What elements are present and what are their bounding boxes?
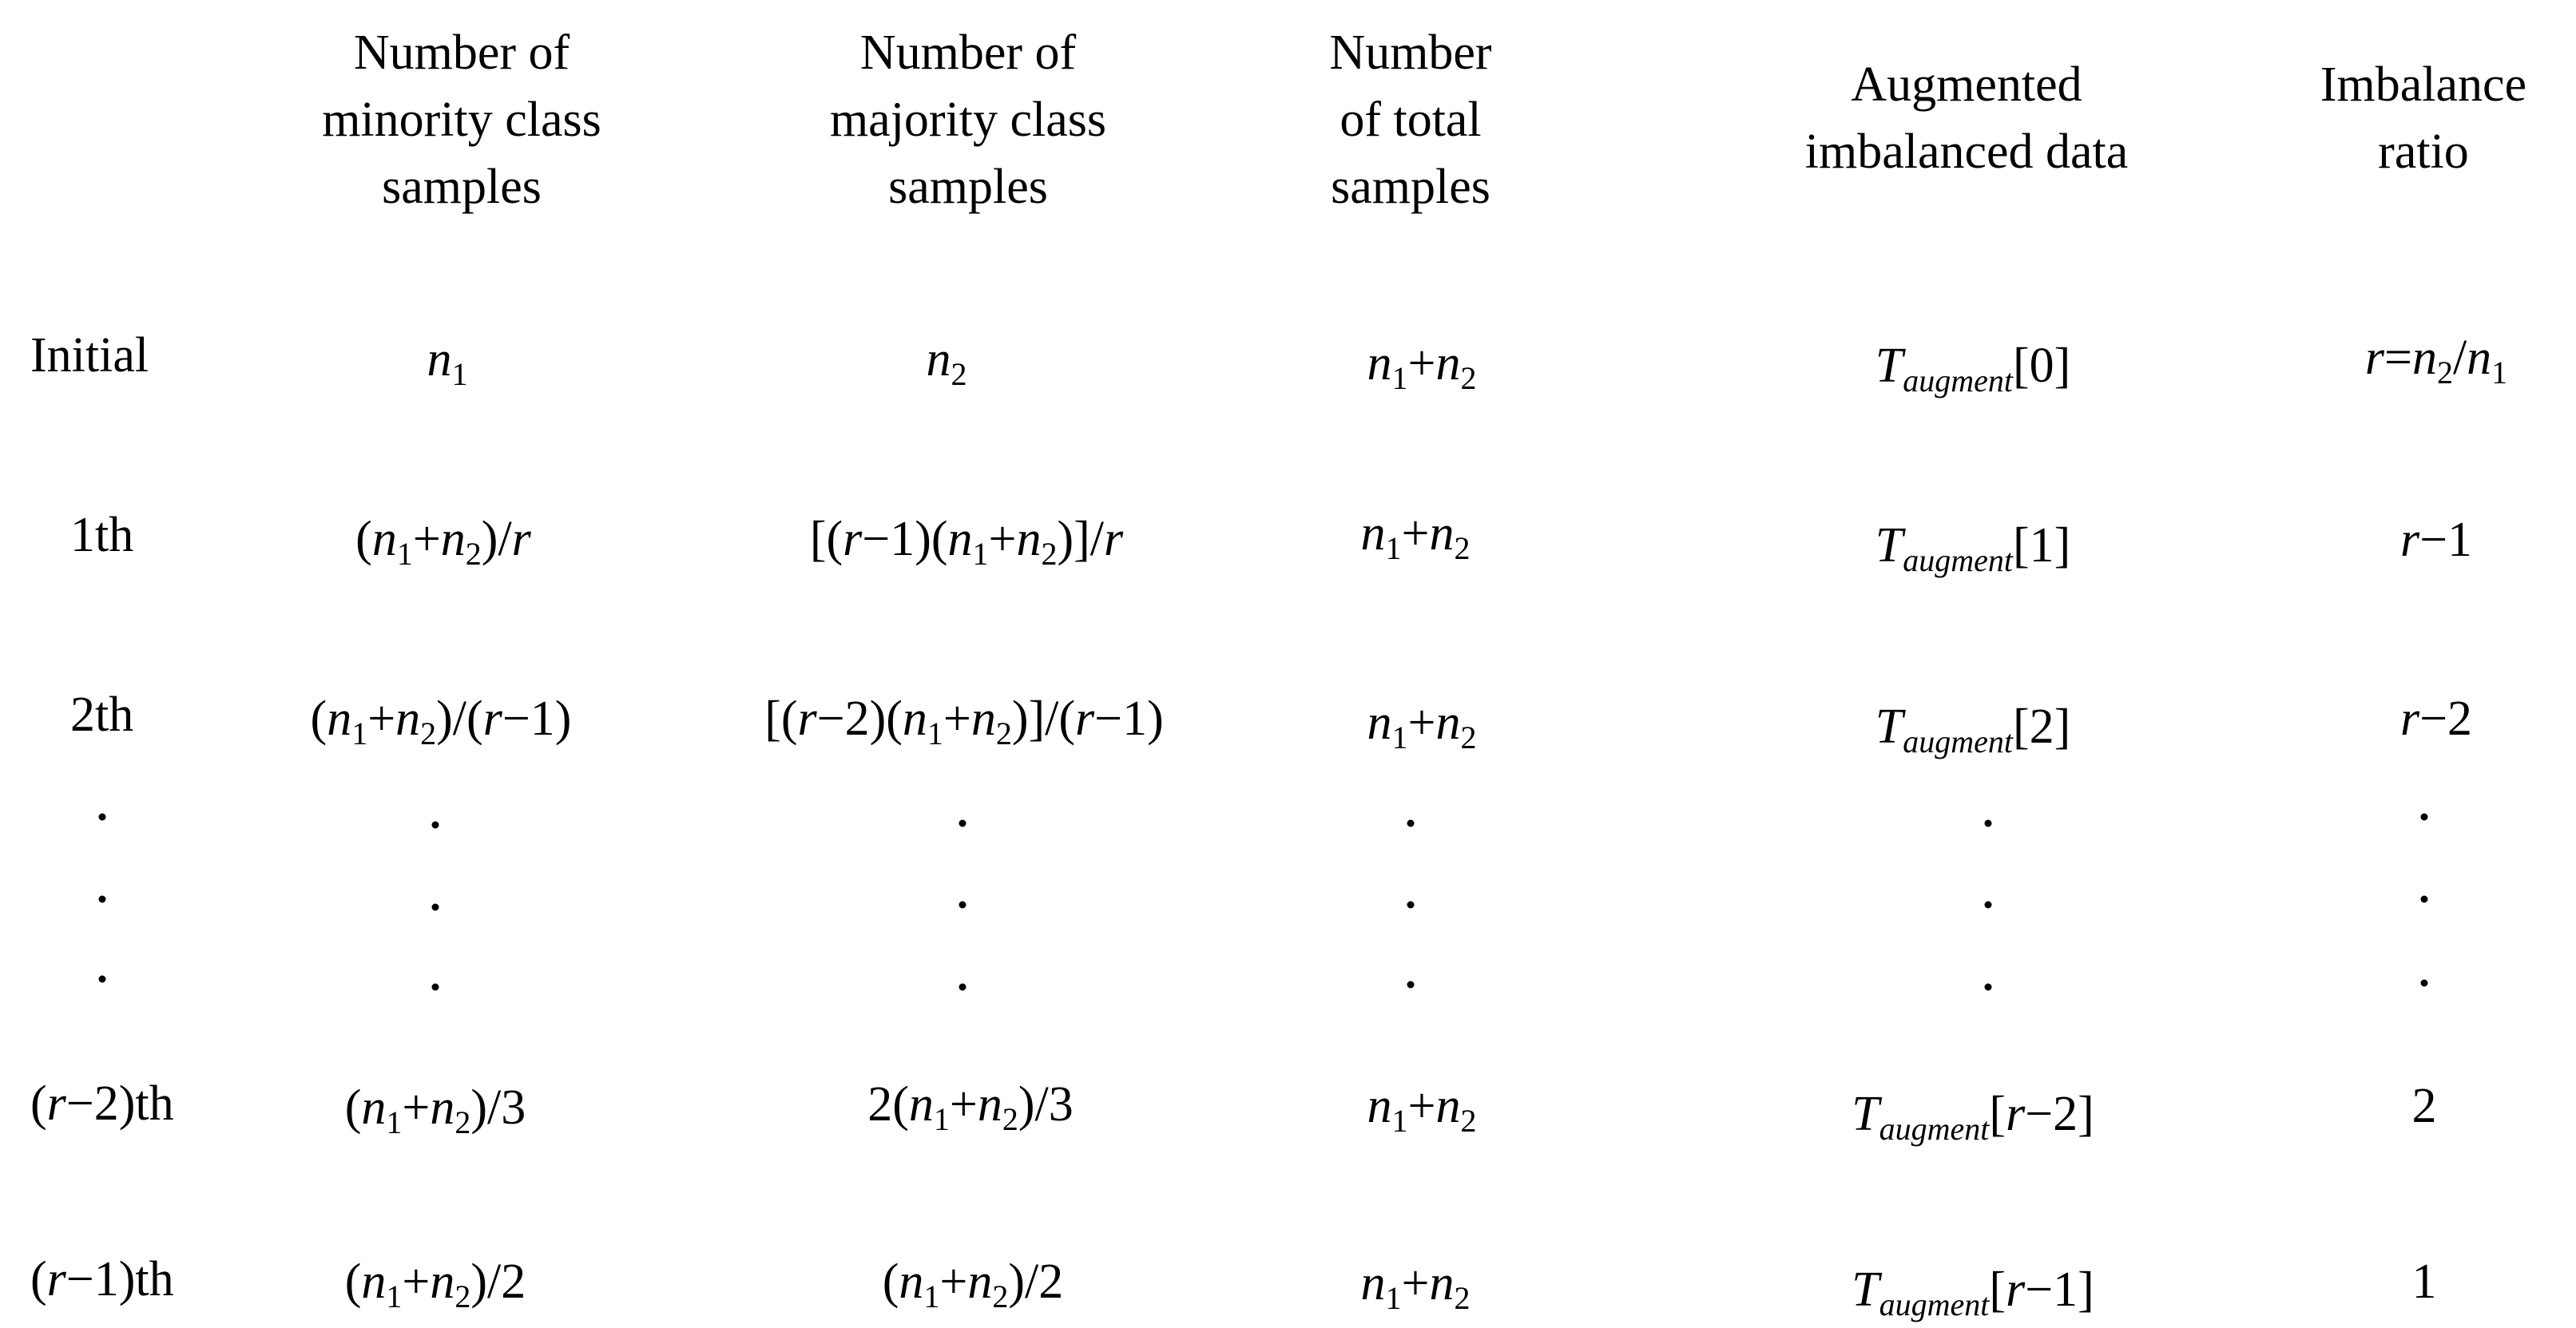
header-total-line1: Number [1329, 26, 1492, 80]
sub: 2 [1460, 360, 1477, 396]
rest: −2 [2419, 692, 2473, 746]
var: r [2006, 1263, 2026, 1317]
sub: 2 [465, 536, 482, 572]
row-label-1th [70, 503, 133, 567]
sub: 1 [386, 1278, 403, 1314]
var: n [427, 332, 452, 387]
var: r [2006, 1087, 2026, 1141]
sub: 1 [1385, 1280, 1402, 1316]
paren: 2( [867, 1077, 909, 1132]
sub: 1 [972, 536, 989, 572]
op: + [1401, 506, 1430, 561]
header-total [1329, 19, 1491, 220]
ellipsis-dot-label-3 [99, 976, 106, 983]
header-minority-line2: minority class [322, 93, 601, 147]
initial-augmented [1875, 334, 2071, 398]
paren: ( [882, 1255, 899, 1309]
rminus1-majority [883, 1250, 1064, 1314]
row-label-2th [70, 683, 133, 747]
paren: ( [344, 1255, 362, 1309]
var: n [970, 692, 996, 746]
var: T [1852, 1263, 1879, 1317]
header-ratio-line2: ratio [2378, 125, 2469, 179]
first-ratio [2400, 508, 2472, 572]
op: + [1407, 336, 1436, 390]
var: n [977, 1077, 1002, 1132]
var: n [395, 692, 421, 746]
rminus2-majority [867, 1072, 1074, 1136]
first-total [1361, 501, 1471, 565]
paren: )]/( [1011, 692, 1076, 746]
var: n [430, 1080, 455, 1135]
tail: )/ [481, 512, 512, 566]
ellipsis-dot-minority-3 [432, 984, 439, 991]
tail: )/2 [1008, 1255, 1064, 1309]
idx: [0] [2012, 339, 2071, 393]
first-minority [355, 507, 531, 571]
initial-total [1367, 331, 1477, 395]
rminus1-ratio [2412, 1250, 2437, 1314]
sub: augment [1903, 723, 2013, 759]
var: n [1435, 1079, 1461, 1133]
sub: 2 [1460, 719, 1477, 755]
header-ratio-line1: Imbalance [2320, 57, 2527, 112]
var: n [1429, 506, 1455, 561]
paren: −1) [1094, 692, 1164, 746]
op: + [943, 692, 971, 746]
sub: 2 [1454, 1280, 1471, 1316]
header-majority [830, 19, 1106, 220]
tail: )/2 [470, 1255, 526, 1309]
sub: augment [1903, 363, 2013, 398]
ellipsis-dot-majority-2 [959, 902, 966, 909]
var: r [843, 512, 863, 566]
var: n [2467, 331, 2492, 385]
tail: )/3 [1018, 1077, 1074, 1132]
var: T [1875, 339, 1903, 393]
rest: −1 [2419, 513, 2473, 567]
op: + [1407, 1079, 1436, 1133]
header-minority [322, 19, 601, 220]
ellipsis-dot-total-3 [1407, 981, 1415, 989]
var: r [511, 512, 531, 566]
sub: 1 [927, 716, 943, 751]
paren: [( [764, 692, 798, 746]
label-text: 2th [70, 688, 134, 742]
sub: 2 [2436, 355, 2453, 390]
initial-ratio [2365, 326, 2507, 390]
header-augmented-line1: Augmented [1851, 57, 2082, 112]
var: n [327, 692, 352, 746]
paren: [( [809, 512, 843, 566]
rminus2-minority [345, 1076, 526, 1140]
sub: 1 [1385, 530, 1402, 566]
var: n [926, 332, 951, 387]
ellipsis-dot-label-1 [99, 814, 106, 821]
sub: 2 [420, 716, 437, 751]
var: n [2411, 331, 2437, 385]
var: n [1435, 336, 1461, 390]
var: n [440, 512, 466, 566]
value: 2 [2411, 1079, 2437, 1133]
ellipsis-dot-label-2 [99, 896, 106, 903]
var: n [902, 692, 927, 746]
var: n [1429, 1256, 1455, 1310]
sub: 2 [454, 1104, 471, 1140]
initial-minority [427, 327, 468, 391]
row-label-initial [30, 323, 149, 387]
sub: 1 [386, 1104, 403, 1140]
var: T [1875, 518, 1903, 573]
paren: ( [310, 692, 327, 746]
rminus1-minority [345, 1250, 526, 1314]
var: n [1360, 506, 1386, 561]
label-rest: −2)th [65, 1076, 174, 1131]
rminus1-augmented [1852, 1258, 2094, 1322]
sub: 2 [1041, 536, 1058, 572]
var: T [1875, 700, 1903, 754]
var: r [1104, 512, 1124, 566]
rminus2-total [1367, 1074, 1477, 1138]
rminus2-ratio [2412, 1074, 2437, 1138]
paren: −1)( [862, 512, 948, 566]
sub: 1 [1391, 1103, 1408, 1139]
var: n [1016, 512, 1042, 566]
sub: 1 [351, 716, 368, 751]
idx: [2] [2012, 700, 2071, 754]
var: n [1367, 696, 1392, 750]
sub: 1 [1391, 360, 1408, 396]
second-total [1367, 691, 1477, 755]
tail: −1) [502, 692, 572, 746]
op: + [412, 512, 441, 566]
second-augmented [1875, 695, 2071, 759]
sub: 2 [992, 1278, 1009, 1314]
sub: augment [1879, 1111, 1990, 1147]
sub: 2 [1002, 1101, 1018, 1137]
label-text: Initial [30, 328, 149, 383]
op: + [949, 1077, 978, 1132]
paren: )]/ [1057, 512, 1105, 566]
header-augmented [1805, 51, 2129, 185]
var: r [797, 692, 817, 746]
var: n [430, 1255, 455, 1309]
op: + [402, 1080, 431, 1135]
header-ratio [2320, 51, 2526, 185]
ellipsis-dot-ratio-3 [2421, 980, 2428, 987]
ellipsis-dot-augmented-3 [1985, 984, 1992, 991]
sub: 1 [2491, 355, 2508, 390]
ellipsis-dot-ratio-1 [2421, 814, 2428, 821]
op: + [988, 512, 1017, 566]
var: r [482, 692, 502, 746]
rminus2-augmented [1852, 1082, 2094, 1146]
paren: ( [355, 512, 372, 566]
paren: ( [30, 1252, 47, 1306]
ellipsis-dot-minority-1 [432, 822, 439, 829]
op: = [2383, 331, 2412, 385]
var: n [967, 1255, 993, 1309]
ellipsis-dot-majority-1 [959, 820, 966, 827]
paren: ( [30, 1076, 47, 1131]
op: + [1401, 1256, 1430, 1310]
sub: 1 [396, 536, 413, 572]
var: n [908, 1077, 934, 1132]
ellipsis-dot-augmented-1 [1985, 820, 1992, 827]
op: + [939, 1255, 968, 1309]
idx: [1] [2012, 518, 2071, 573]
var: n [1367, 336, 1392, 390]
paren: )/( [436, 692, 483, 746]
var: n [899, 1255, 924, 1309]
header-minority-line1: Number of [353, 26, 570, 80]
var: n [371, 512, 397, 566]
var: r [46, 1076, 66, 1131]
var: r [2399, 692, 2420, 746]
label-text: 1th [70, 508, 134, 562]
header-majority-line3: samples [888, 160, 1048, 214]
row-label-r-minus-2 [30, 1072, 174, 1136]
rest: −2] [2025, 1087, 2094, 1141]
op: / [2452, 331, 2467, 385]
header-total-line2: of total [1340, 93, 1482, 147]
op: + [402, 1255, 431, 1309]
var: n [947, 512, 973, 566]
var: n [1435, 696, 1461, 750]
var: T [1852, 1087, 1879, 1141]
ellipsis-dot-ratio-2 [2421, 896, 2428, 903]
sub: 2 [1454, 530, 1471, 566]
var: r [2399, 513, 2420, 567]
row-label-r-minus-1 [30, 1247, 174, 1311]
header-minority-line3: samples [382, 160, 542, 214]
paren: ( [344, 1080, 362, 1135]
paren: [ [1989, 1087, 2006, 1141]
sub: 2 [951, 356, 967, 392]
header-augmented-line2: imbalanced data [1804, 125, 2129, 179]
sub: 1 [451, 356, 468, 392]
second-minority [311, 687, 572, 751]
initial-majority [927, 327, 967, 391]
paren: [ [1989, 1263, 2006, 1317]
ellipsis-dot-total-1 [1407, 820, 1415, 827]
var: r [2364, 331, 2384, 385]
var: r [46, 1252, 66, 1306]
sub: 2 [995, 716, 1012, 751]
var: n [361, 1255, 387, 1309]
paren: −2)( [816, 692, 903, 746]
op: + [1407, 696, 1436, 750]
rminus1-total [1361, 1251, 1471, 1315]
ellipsis-dot-minority-2 [432, 904, 439, 911]
sub: 2 [454, 1278, 471, 1314]
header-total-line3: samples [1331, 160, 1490, 214]
header-majority-line1: Number of [859, 26, 1077, 80]
second-majority [764, 687, 1164, 751]
first-augmented [1875, 513, 2071, 577]
var: n [361, 1080, 387, 1135]
sub: 1 [923, 1278, 940, 1314]
second-ratio [2400, 687, 2472, 751]
var: n [1360, 1256, 1386, 1310]
header-majority-line2: majority class [829, 93, 1107, 147]
first-majority [810, 507, 1123, 571]
var: r [1075, 692, 1095, 746]
label-rest: −1)th [65, 1252, 174, 1306]
ellipsis-dot-total-2 [1407, 902, 1415, 909]
ellipsis-dot-majority-3 [959, 984, 966, 991]
op: + [367, 692, 396, 746]
sub: 1 [1391, 719, 1408, 755]
tail: )/3 [470, 1080, 526, 1135]
var: n [1367, 1079, 1392, 1133]
sub: 2 [1460, 1103, 1477, 1139]
value: 1 [2411, 1255, 2437, 1309]
sub: 1 [933, 1101, 950, 1137]
rest: −1] [2025, 1263, 2094, 1317]
ellipsis-dot-augmented-2 [1985, 902, 1992, 909]
sub: augment [1879, 1286, 1990, 1322]
sub: augment [1903, 542, 2013, 578]
